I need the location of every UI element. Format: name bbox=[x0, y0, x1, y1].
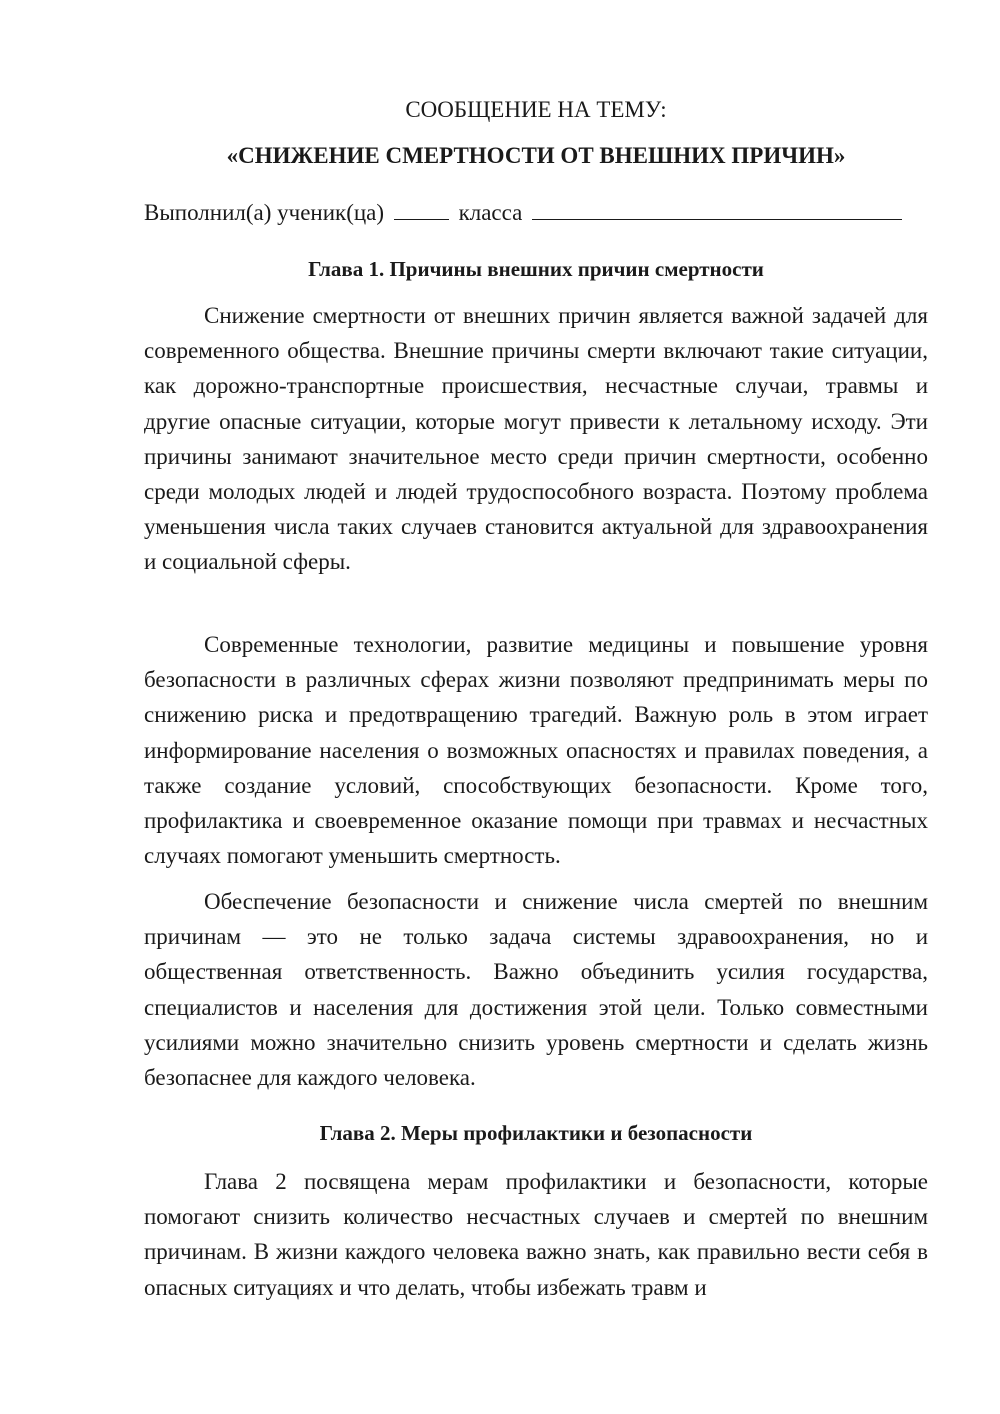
chapter1-paragraph-1: Снижение смертности от внешних причин является важной задачей для современного общества. Внешние причины смерти включают такие ситуации, как дорожно-транспортные происшествия, несчастные случаи, травмы и другие опасные ситуации, которые могут привести к летальному исходу. Эти причины занимают значительное место среди причин смертности, особенно среди молодых людей и людей трудоспособного возраста. Поэтому проблема уменьшения числа таких случаев становится актуальной для здравоохранения и социальной сферы. bbox=[144, 303, 928, 575]
chapter1-paragraph-2: Современные технологии, развитие медицины и повышение уровня безопасности в различных сферах жизни позволяют предпринимать меры по снижению риска и предотвращению трагедий. Важную роль в этом играет информирование населения о возможных опасностях и правилах поведения, а также создание условий, способствующих безопасности. Кроме того, профилактика и своевременное оказание помощи при травмах и несчастных случаях помогают уменьшить смертность. bbox=[144, 632, 928, 869]
document-title: «СНИЖЕНИЕ СМЕРТНОСТИ ОТ ВНЕШНИХ ПРИЧИН» bbox=[226, 143, 846, 168]
student-name-blank bbox=[532, 197, 902, 220]
class-number-blank bbox=[394, 197, 449, 220]
author-line bbox=[144, 196, 906, 230]
chapter1-paragraph-3: Обеспечение безопасности и снижение числа смертей по внешним причинам — это не только задача системы здравоохранения, но и общественная ответственность. Важно объединить усилия государства, специалистов и населения для достижения этой цели. Только совместными усилиями можно значительно снизить уровень смертности и сделать жизнь безопаснее для каждого человека. bbox=[144, 889, 928, 1091]
author-label: Выполнил(а) ученик(ца) bbox=[144, 200, 385, 225]
chapter2-heading: Глава 2. Меры профилактики и безопасности bbox=[319, 1121, 753, 1145]
chapter2-paragraph-1: Глава 2 посвящена мерам профилактики и безопасности, которые помогают снизить количество несчастных случаев и смертей по внешним причинам. В жизни каждого человека важно знать, как правильно вести себя в опасных ситуациях и что делать, чтобы избежать травм и bbox=[144, 1169, 928, 1300]
chapter1-heading: Глава 1. Причины внешних причин смертности bbox=[308, 257, 764, 281]
document-title-topic: СООБЩЕНИЕ НА ТЕМУ: bbox=[405, 97, 667, 122]
class-label: класса bbox=[458, 200, 523, 225]
